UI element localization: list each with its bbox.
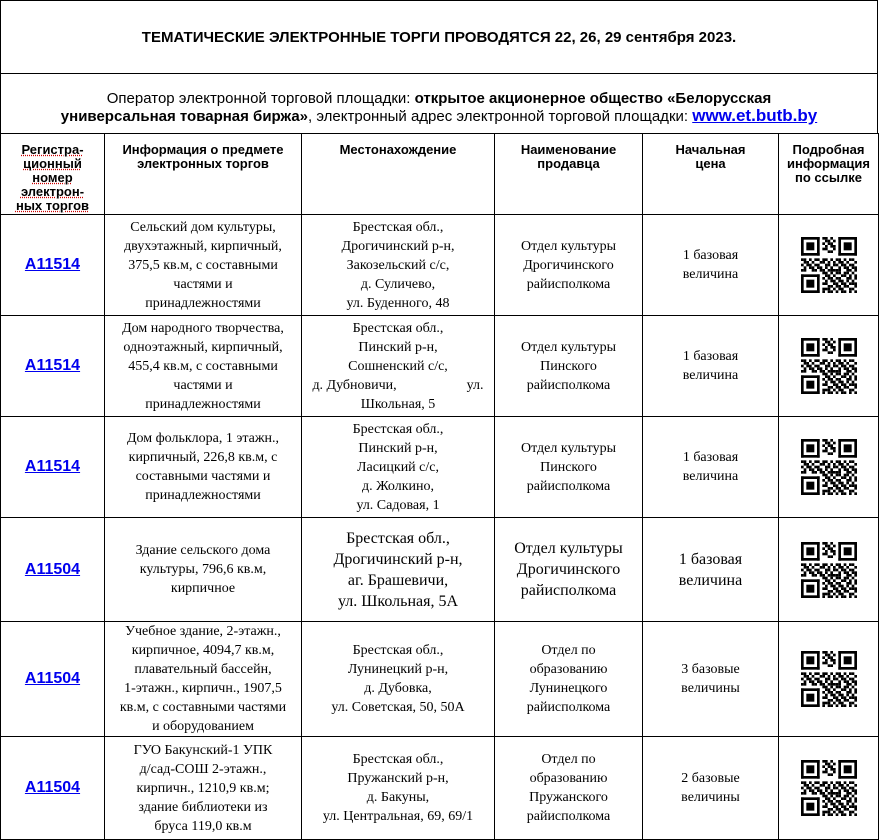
cell-line: 1 базовая [682,248,739,263]
price-cell [643,316,779,417]
cell-line: 2 базовые [681,771,740,786]
location-cell [302,622,495,737]
cell-line: Школьная, 5 [360,396,436,412]
cell-line: Отдел культуры [514,540,623,557]
location-cell [302,316,495,417]
cell-line: плавательный бассейн, [134,662,272,677]
cell-line: Дрогичинского [523,257,614,273]
cell-line: д. Суличево, [360,276,436,292]
info-cell [105,417,302,518]
qr-cell [779,215,879,316]
cell-line: Ласицкий с/с, [356,459,439,475]
cell-line: Дрогичинский р-н, [333,550,463,568]
cell-line: д. Жолкино, [361,478,435,494]
location-cell [302,215,495,316]
cell-line: 3 базовые [681,662,740,677]
table-row [1,737,879,840]
operator-name-line1: открытое акционерное общество «Белорусская [414,90,772,107]
cell-line: кирпичное, 4094,7 кв.м, [131,643,275,658]
cell-line: райисполкома [526,809,611,824]
cell-line: райисполкома [520,582,617,599]
cell-line: Здание сельского дома [135,543,271,558]
cell-line: Пинский р-н, [358,339,438,355]
info-cell [105,518,302,622]
cell-line: 1 базовая [682,349,739,364]
cell-line: ул. Школьная, 5А [337,592,459,610]
cell-line: Пинского [540,459,597,475]
reg-number-link[interactable]: А11504 [24,560,81,578]
col-header-info: Информация о предмете электронных торгов [105,134,302,215]
qr-code-icon[interactable] [801,542,857,598]
cell-line: Дрогичинского [516,561,621,578]
qr-cell [779,518,879,622]
cell-line: 455,4 кв.м, с составными [128,358,278,374]
reg-cell [1,622,105,737]
location-cell [302,737,495,840]
reg-number-link[interactable]: А11514 [24,357,81,374]
cell-line: принадлежностями [145,295,261,311]
cell-line: Отдел по [541,643,596,658]
cell-line: величины [681,790,740,805]
cell-line: Брестская обл., [352,643,444,658]
cell-line: величины [681,681,740,696]
info-cell [105,215,302,316]
table-header-row [1,134,879,215]
price-cell [643,737,779,840]
reg-cell [1,518,105,622]
qr-cell [779,622,879,737]
table-row [1,518,879,622]
cell-line: Пинского [540,358,597,374]
operator-mid: , электронный адрес электронной торговой площадки: [308,108,693,125]
cell-line: Отдел культуры [520,339,617,355]
cell-line: Сошненский с/с, [348,358,448,374]
cell-line: 1 базовая [682,450,739,465]
cell-line: и оборудованием [152,719,254,734]
reg-number-link[interactable]: А11504 [24,779,81,796]
cell-line: д. Дубновичи, ул. [312,377,484,393]
cell-line: кирпичн., 1210,9 кв.м; [136,780,270,796]
qr-code-icon[interactable] [801,439,857,495]
seller-cell [495,417,643,518]
price-cell [643,518,779,622]
cell-line: Лунинецкий р-н, [347,662,449,677]
cell-line: одноэтажный, кирпичный, [123,339,283,355]
cell-line: принадлежностями [145,396,261,412]
col-header-price: Начальная цена [643,134,779,215]
cell-line: кв.м, с составными частями [119,700,287,715]
operator-info [0,74,878,133]
reg-cell [1,316,105,417]
cell-line: Брестская обл., [352,320,444,336]
cell-line: Брестская обл., [352,421,444,437]
cell-line: величина [682,469,739,484]
seller-cell [495,737,643,840]
cell-line: Отдел по [541,752,596,767]
cell-line: культуры, 796,6 кв.м, [139,562,267,577]
cell-line: величина [682,368,739,383]
reg-number-link[interactable]: А11514 [24,458,81,475]
cell-line: райисполкома [526,700,611,715]
cell-line: Дом народного творчества, [122,320,284,336]
cell-line: величина [678,571,743,589]
cell-line: ул. Центральная, 69, 69/1 [322,809,474,824]
cell-line: образованию [529,662,608,677]
cell-line: Лунинецкого [529,681,608,696]
cell-line: кирпичный, 226,8 кв.м, с [128,450,278,465]
table-row [1,622,879,737]
cell-line: двухэтажный, кирпичный, [124,238,282,254]
seller-cell [495,215,643,316]
col-header-more: Подробная информация по ссылке [779,134,879,215]
seller-cell [495,622,643,737]
qr-code-icon[interactable] [801,760,857,816]
cell-line: величина [682,267,739,282]
reg-cell [1,737,105,840]
cell-line: принадлежностями [145,488,261,503]
info-cell [105,737,302,840]
cell-line: ул. Садовая, 1 [356,497,440,513]
cell-line: аг. Брашевичи, [347,571,449,589]
cell-line: д/сад-СОШ 2-этажн., [139,761,267,777]
col-header-reg: Регистра- ционный номер электрон- ных торгов [1,134,105,215]
cell-line: ул. Советская, 50, 50А [331,700,465,715]
cell-line: райисполкома [526,478,611,494]
cell-line: Брестская обл., [352,752,444,767]
cell-line: Закозельский с/с, [346,257,450,273]
cell-line: здание библиотеки из [138,799,268,815]
qr-cell [779,737,879,840]
cell-line: Брестская обл., [346,529,450,547]
cell-line: бруса 119,0 кв.м [154,818,252,834]
seller-cell [495,316,643,417]
cell-line: образованию [529,771,608,786]
cell-line: частями и [173,276,233,292]
reg-cell [1,417,105,518]
reg-cell [1,215,105,316]
cell-line: Дрогичинский р-н, [341,238,455,254]
qr-cell [779,417,879,518]
lots-table [0,133,879,840]
qr-code-icon[interactable] [801,338,857,394]
cell-line: д. Бакуны, [366,790,430,805]
cell-line: 1-этажн., кирпичн., 1907,5 [124,681,282,696]
cell-line: ул. Буденного, 48 [346,295,450,311]
price-cell [643,215,779,316]
operator-url-link[interactable]: www.et.butb.by [692,106,818,125]
col-header-location: Местонахождение [302,134,495,215]
cell-line: составными частями и [135,469,271,484]
price-cell [643,417,779,518]
cell-line: Пружанского [529,790,608,805]
location-cell [302,417,495,518]
cell-line: Брестская обл., [352,219,444,235]
cell-line: 375,5 кв.м, с составными [128,257,278,273]
cell-line: Сельский дом культуры, [130,219,276,235]
cell-line: 1 базовая [678,550,743,568]
cell-line: ГУО Бакунский-1 УПК [133,742,273,758]
cell-line: райисполкома [526,377,611,393]
cell-line: Учебное здание, 2-этажн., [125,624,281,639]
table-row [1,215,879,316]
cell-line: кирпичное [170,581,236,596]
info-cell [105,622,302,737]
price-cell [643,622,779,737]
operator-name-line2: универсальная товарная биржа» [60,108,309,125]
reg-number-link[interactable]: А11504 [24,670,81,687]
location-cell [302,518,495,622]
reg-number-link[interactable]: А11514 [24,256,81,273]
info-cell [105,316,302,417]
page-title-text: ТЕМАТИЧЕСКИЕ ЭЛЕКТРОННЫЕ ТОРГИ ПРОВОДЯТСЯ 22, 26, 29 сентября 2023. [141,28,737,46]
cell-line: д. Дубовка, [364,681,432,696]
cell-line: Отдел культуры [520,238,617,254]
cell-line: частями и [173,377,233,393]
cell-line: Дом фольклора, 1 этажн., [126,431,280,446]
seller-cell [495,518,643,622]
qr-code-icon[interactable] [801,651,857,707]
cell-line: райисполкома [526,276,611,292]
qr-code-icon[interactable] [801,237,857,293]
cell-line: Отдел культуры [520,440,617,456]
qr-cell [779,316,879,417]
operator-prefix: Оператор электронной торговой площадки: [106,90,415,107]
page-title [0,0,878,74]
col-header-seller: Наименование продавца [495,134,643,215]
table-row [1,316,879,417]
table-row [1,417,879,518]
cell-line: Пинский р-н, [358,440,438,456]
cell-line: Пружанский р-н, [347,771,449,786]
